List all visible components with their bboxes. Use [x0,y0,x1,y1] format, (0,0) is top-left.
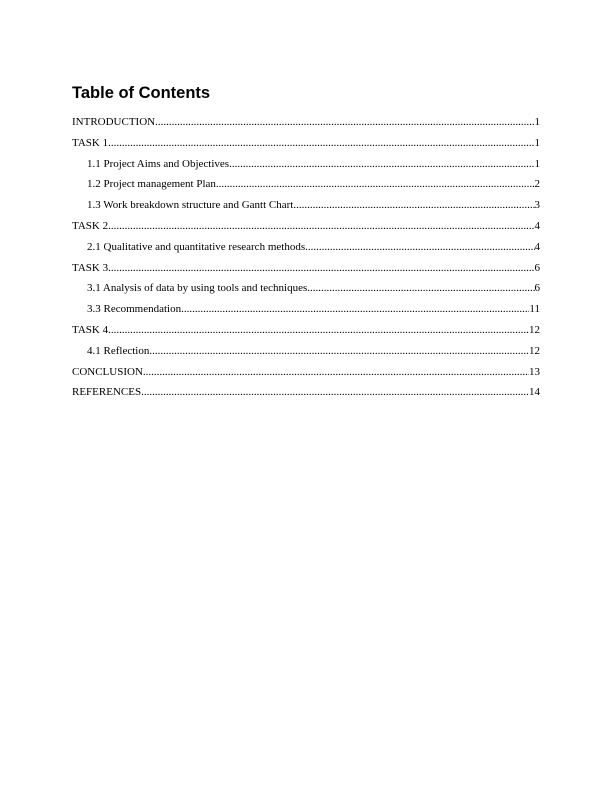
toc-entry-label: TASK 2 [72,220,109,232]
toc-entry-label: 1.3 Work breakdown structure and Gantt Chart [87,199,294,212]
toc-dot-leader [293,198,534,213]
toc-entry-page-number: 3 [534,199,540,212]
toc-dot-leader [108,323,529,338]
toc-entry[interactable] [72,385,540,400]
toc-title: Table of Contents [72,84,211,102]
toc-entry-page-number: 6 [534,261,540,274]
toc-entry[interactable] [72,219,540,234]
toc-entry[interactable] [87,157,540,172]
toc-entry[interactable] [72,261,540,276]
toc-entry[interactable] [87,344,540,359]
toc-dot-leader [141,385,529,400]
toc-entry[interactable] [87,198,540,213]
toc-entry[interactable] [72,365,540,380]
toc-dot-leader [143,365,529,380]
toc-entry-label: TASK 1 [72,136,109,149]
toc-entry[interactable] [72,115,540,130]
toc-entry-label: 1.1 Project Aims and Objectives [87,157,230,170]
toc-entry[interactable] [87,302,540,317]
toc-entry-page-number: 12 [529,344,540,357]
toc-entry-page-number: 1 [534,136,540,149]
toc-entry-label: INTRODUCTION [72,116,156,128]
toc-entry[interactable] [72,136,540,151]
toc-entry-page-number: 4 [534,220,540,232]
toc-entry-label: REFERENCES [72,386,142,399]
toc-entry-label: TASK 3 [72,261,109,274]
toc-entry[interactable] [87,281,540,296]
toc-entry-page-number: 11 [529,303,540,316]
toc-entry[interactable] [87,177,540,192]
toc-dot-leader [216,177,535,192]
toc-dot-leader [108,219,534,234]
toc-entry[interactable] [72,323,540,338]
toc-dot-leader [149,344,529,359]
toc-entry-label: TASK 4 [72,324,109,336]
toc-dot-leader [307,281,534,296]
toc-entry-page-number: 14 [529,386,540,399]
toc-dot-leader [155,115,534,130]
toc-entry-page-number: 1 [534,116,540,128]
toc-dot-leader [181,302,529,317]
toc-dot-leader [108,261,534,276]
toc-entry-page-number: 2 [534,178,540,191]
toc-entry-page-number: 6 [534,282,540,295]
toc-entry-page-number: 13 [529,365,540,378]
toc-entry-label: 4.1 Reflection [87,344,150,357]
toc-entry-label: 3.3 Recommendation [87,303,182,316]
toc-entry-label: CONCLUSION [72,365,143,378]
toc-entry[interactable] [87,240,540,255]
toc-entry-page-number: 1 [534,157,540,170]
toc-entry-page-number: 12 [529,324,540,336]
toc-entry-label: 3.1 Analysis of data by using tools and techniques [87,282,308,295]
toc-entry-label: 1.2 Project management Plan [87,178,216,191]
toc-entry-page-number: 4 [534,240,540,253]
toc-dot-leader [229,157,534,172]
toc-dot-leader [305,240,534,255]
toc-dot-leader [108,136,534,151]
toc-entry-label: 2.1 Qualitative and quantitative research methods [87,240,306,253]
